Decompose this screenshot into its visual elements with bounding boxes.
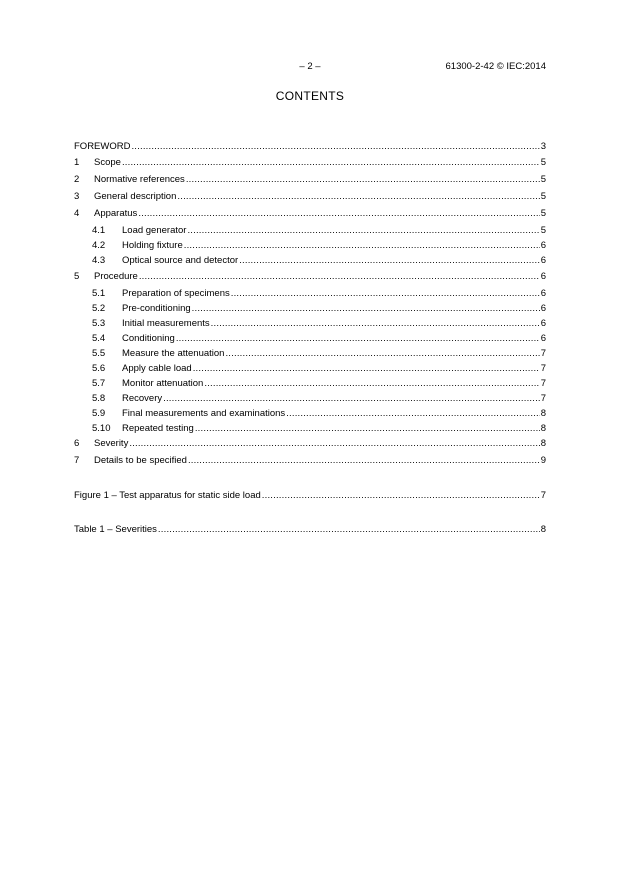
toc-leader-dots [192, 303, 540, 314]
toc-entry-page: 6 [540, 255, 546, 266]
toc-entry-text: Measure the attenuation [122, 348, 225, 359]
toc-entry-1[interactable] [74, 157, 546, 171]
toc-entry-text: Procedure [94, 271, 138, 282]
toc-entry-number: 5.10 [92, 423, 111, 434]
toc-entry-number: 5.5 [92, 348, 106, 359]
toc-entry-page: 7 [540, 490, 546, 501]
toc-entry-5-2[interactable] [92, 303, 546, 317]
toc-leader-dots [122, 157, 540, 168]
toc-entry-text: Details to be specified [94, 455, 187, 466]
toc-entry-text: Table 1 – Severities [74, 524, 157, 535]
toc-entry-4-1[interactable] [92, 225, 546, 239]
toc-leader-dots [193, 363, 540, 374]
toc-leader-dots [158, 524, 540, 535]
toc-entry-text: Preparation of specimens [122, 288, 230, 299]
toc-entry-page: 8 [540, 408, 546, 419]
toc-entry-5-4[interactable] [92, 333, 546, 347]
toc-leader-dots [188, 455, 540, 466]
toc-entry-number: 5.7 [92, 378, 106, 389]
toc-leader-dots [262, 490, 540, 501]
toc-entry-text: Optical source and detector [122, 255, 239, 266]
toc-entry-text: Figure 1 – Test apparatus for static side load [74, 490, 261, 501]
toc-entry-5-7[interactable] [92, 378, 546, 392]
page-title: CONTENTS [275, 89, 345, 103]
toc-entry-text: Apparatus [94, 208, 138, 219]
toc-entry-text: Final measurements and examinations [122, 408, 286, 419]
toc-entry-text: Severity [94, 438, 129, 449]
toc-leader-dots [211, 318, 540, 329]
toc-entry-number: 5 [74, 271, 80, 282]
toc-leader-dots [187, 225, 539, 236]
toc-entry-5[interactable] [74, 271, 546, 285]
toc-entry-5-9[interactable] [92, 408, 546, 422]
toc-entry-page: 5 [540, 157, 546, 168]
toc-entry-4[interactable] [74, 208, 546, 222]
toc-entry-number: 5.4 [92, 333, 106, 344]
toc-leader-dots [184, 240, 540, 251]
toc-entry-text: Pre-conditioning [122, 303, 191, 314]
toc-entry-number: 5.8 [92, 393, 106, 404]
toc-entry-text: Monitor attenuation [122, 378, 204, 389]
toc-entry-page: 7 [540, 393, 546, 404]
toc-entry-figure-1[interactable] [74, 490, 546, 504]
toc-entry-number: 5.1 [92, 288, 106, 299]
toc-entry-number: 5.2 [92, 303, 106, 314]
page-number: – 2 – [299, 61, 321, 72]
toc-leader-dots [231, 288, 540, 299]
toc-entry-text: Initial measurements [122, 318, 210, 329]
toc-entry-number: 1 [74, 157, 80, 168]
toc-entry-7[interactable] [74, 455, 546, 469]
toc-entry-page: 6 [540, 271, 546, 282]
toc-entry-4-2[interactable] [92, 240, 546, 254]
toc-entry-number: 6 [74, 438, 80, 449]
toc-entry-5-5[interactable] [92, 348, 546, 362]
toc-entry-text: Conditioning [122, 333, 175, 344]
toc-entry-3[interactable] [74, 191, 546, 205]
toc-entry-page: 9 [540, 455, 546, 466]
toc-entry-page: 7 [540, 363, 546, 374]
toc-entry-page: 3 [540, 141, 546, 152]
toc-entry-number: 4 [74, 208, 80, 219]
toc-entry-foreword[interactable] [74, 141, 546, 155]
toc-leader-dots [239, 255, 540, 266]
toc-entry-number: 7 [74, 455, 80, 466]
toc-entry-number: 4.3 [92, 255, 106, 266]
toc-entry-5-8[interactable] [92, 393, 546, 407]
toc-entry-text: Repeated testing [122, 423, 194, 434]
toc-entry-page: 5 [540, 191, 546, 202]
toc-entry-number: 5.3 [92, 318, 106, 329]
toc-leader-dots [286, 408, 540, 419]
toc-leader-dots [129, 438, 539, 449]
toc-entry-5-10[interactable] [92, 423, 546, 437]
toc-entry-text: Scope [94, 157, 121, 168]
toc-entry-page: 6 [540, 240, 546, 251]
toc-leader-dots [138, 208, 539, 219]
toc-leader-dots [163, 393, 540, 404]
toc-leader-dots [186, 174, 540, 185]
toc-entry-5-3[interactable] [92, 318, 546, 332]
toc-entry-6[interactable] [74, 438, 546, 452]
toc-entry-number: 5.9 [92, 408, 106, 419]
toc-entry-page: 8 [540, 438, 546, 449]
toc-entry-page: 8 [540, 423, 546, 434]
document-id: 61300-2-42 © IEC:2014 [445, 61, 546, 72]
toc-entry-number: 4.1 [92, 225, 106, 236]
toc-entry-table-1[interactable] [74, 524, 546, 538]
toc-leader-dots [176, 333, 540, 344]
toc-entry-text: FOREWORD [74, 141, 131, 152]
toc-entry-text: Recovery [122, 393, 163, 404]
toc-entry-page: 6 [540, 318, 546, 329]
toc-leader-dots [139, 271, 540, 282]
toc-entry-text: Normative references [94, 174, 185, 185]
toc-entry-page: 6 [540, 288, 546, 299]
toc-leader-dots [177, 191, 539, 202]
toc-entry-page: 7 [540, 378, 546, 389]
toc-entry-5-1[interactable] [92, 288, 546, 302]
toc-leader-dots [204, 378, 539, 389]
toc-entry-text: Load generator [122, 225, 187, 236]
toc-entry-text: Holding fixture [122, 240, 183, 251]
toc-entry-page: 6 [540, 303, 546, 314]
toc-entry-4-3[interactable] [92, 255, 546, 269]
toc-leader-dots [225, 348, 539, 359]
toc-entry-page: 5 [540, 208, 546, 219]
toc-entry-page: 8 [540, 524, 546, 535]
toc-entry-number: 2 [74, 174, 80, 185]
toc-entry-page: 6 [540, 333, 546, 344]
toc-entry-page: 7 [540, 348, 546, 359]
toc-entry-number: 5.6 [92, 363, 106, 374]
toc-entry-page: 5 [540, 174, 546, 185]
toc-entry-page: 5 [540, 225, 546, 236]
toc-entry-number: 4.2 [92, 240, 106, 251]
toc-entry-number: 3 [74, 191, 80, 202]
toc-entry-5-6[interactable] [92, 363, 546, 377]
toc-leader-dots [131, 141, 539, 152]
toc-entry-2[interactable] [74, 174, 546, 188]
toc-entry-text: Apply cable load [122, 363, 192, 374]
toc-entry-text: General description [94, 191, 177, 202]
toc-leader-dots [195, 423, 540, 434]
